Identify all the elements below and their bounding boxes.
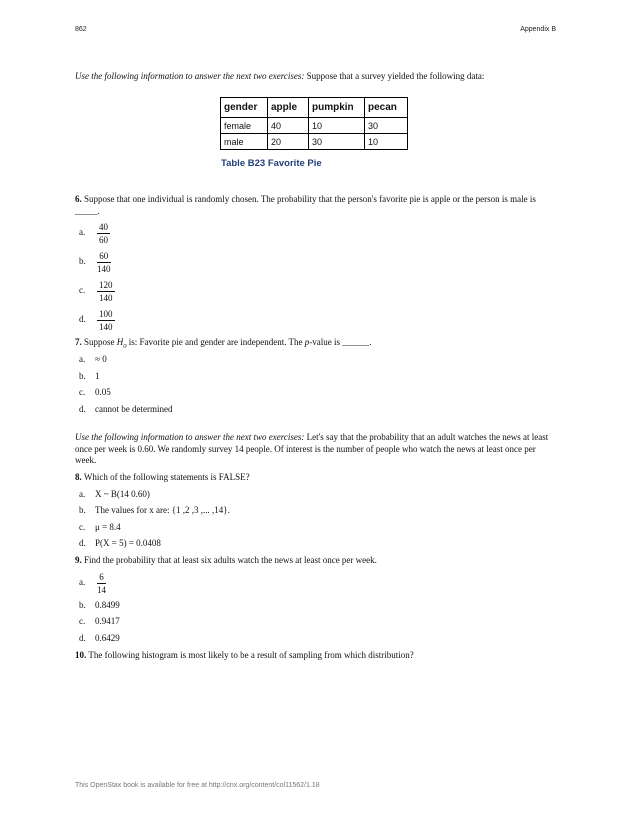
option-text: 0.9417: [95, 616, 120, 626]
option-8c: [79, 522, 121, 533]
question-text: Find the probability that at least six adults watch the news at least once per week.: [81, 555, 377, 565]
option-label: c.: [79, 616, 86, 626]
intro-lead: Use the following information to answer the next two exercises:: [75, 432, 305, 442]
p-symbol: p: [304, 337, 310, 347]
table-cell: 10: [365, 134, 408, 150]
option-label: c.: [79, 522, 86, 532]
option-8a: [79, 489, 150, 500]
option-9a: [79, 577, 95, 588]
option-text: 0.05: [95, 387, 111, 397]
numerator: 6: [97, 572, 106, 584]
option-label: d.: [79, 538, 86, 548]
question-text: Which of the following statements is FALSE?: [81, 472, 250, 482]
denominator: 60: [99, 235, 108, 245]
option-label: c.: [79, 387, 86, 397]
table-header-row: [221, 98, 408, 118]
h0-symbol: H: [116, 337, 124, 347]
option-text: ≈ 0: [95, 354, 107, 364]
option-label: d.: [79, 404, 86, 414]
fraction-9a: [97, 572, 106, 595]
running-header: Appendix B: [520, 26, 556, 33]
question-9: [75, 555, 557, 567]
table-header-cell: pecan: [365, 98, 408, 118]
numerator: 60: [97, 251, 111, 263]
table-header-cell: gender: [221, 98, 268, 118]
option-7b: [79, 371, 100, 382]
question-10: [75, 650, 557, 662]
option-label: a.: [79, 577, 86, 587]
question-7: [75, 337, 557, 352]
option-6d: [79, 314, 95, 325]
option-8d: [79, 538, 161, 549]
table-cell: 10: [309, 118, 365, 134]
fraction-6d: [97, 309, 115, 332]
question-text-3: -value is ______.: [309, 337, 372, 347]
option-label: b.: [79, 371, 86, 381]
question-number: 7.: [75, 337, 82, 347]
option-text: cannot be determined: [95, 404, 173, 414]
denominator: 140: [97, 264, 111, 274]
table-cell: 20: [268, 134, 309, 150]
option-6a: [79, 227, 95, 238]
question-8: [75, 472, 557, 484]
fraction-6c: [97, 280, 115, 303]
numerator: 120: [99, 280, 113, 290]
denominator: 140: [99, 322, 113, 332]
table-cell: 30: [365, 118, 408, 134]
intro-text: Let's say that the probability that an adult watches the news at least once per week is 0.60. We randomly survey 14 people. Of interest is the number of people who watch the news at least once per week.: [75, 432, 549, 465]
intro-paragraph-1: [75, 71, 557, 83]
page-footer: This OpenStax book is available for free at http://cnx.org/content/col11562/1.18: [75, 782, 320, 789]
option-8b: [79, 505, 230, 516]
option-9b: [79, 600, 120, 611]
table-cell: 40: [268, 118, 309, 134]
table-row: [221, 118, 408, 134]
option-text: The values for x are: {1 ,2 ,3 ,... ,14}.: [95, 505, 230, 515]
option-label: b.: [79, 505, 86, 515]
option-6b: [79, 256, 95, 267]
option-label: b.: [79, 256, 86, 266]
question-text: The following histogram is most likely to be a result of sampling from which distribution?: [86, 650, 414, 660]
table-header-cell: apple: [268, 98, 309, 118]
option-text: 0.6429: [95, 633, 120, 643]
option-7a: [79, 354, 107, 365]
question-number: 10.: [75, 650, 87, 660]
question-text-1: Suppose: [81, 337, 117, 347]
page-number: 862: [75, 26, 87, 33]
option-text: μ = 8.4: [95, 522, 121, 532]
option-text: X ~ B(14 0.60): [95, 489, 150, 499]
option-9c: [79, 616, 120, 627]
option-label: d.: [79, 633, 86, 643]
option-text: 0.8499: [95, 600, 120, 610]
question-number: 8.: [75, 472, 82, 482]
h0-subscript: 0: [123, 342, 127, 350]
question-text-2: is: Favorite pie and gender are independent. The: [126, 337, 305, 347]
question-6: [75, 194, 557, 217]
denominator: 14: [97, 585, 106, 595]
option-label: c.: [79, 285, 86, 295]
intro-paragraph-2: [75, 432, 557, 467]
numerator: 100: [99, 309, 113, 319]
option-label: b.: [79, 600, 86, 610]
table-cell: 30: [309, 134, 365, 150]
option-text: 1: [95, 371, 100, 381]
option-6c: [79, 285, 95, 296]
option-label: a.: [79, 227, 86, 237]
denominator: 140: [99, 293, 113, 303]
question-number: 9.: [75, 555, 82, 565]
table-cell: female: [221, 118, 268, 134]
question-text: Suppose that one individual is randomly chosen. The probability that the person's favorite pie is apple or the person is male is _____.: [75, 194, 536, 216]
option-label: a.: [79, 489, 86, 499]
question-number: 6.: [75, 194, 82, 204]
numerator: 40: [99, 222, 108, 232]
favorite-pie-table: [220, 97, 408, 150]
table-row: [221, 134, 408, 150]
option-7d: [79, 404, 172, 415]
intro-text: Suppose that a survey yielded the following data:: [304, 71, 485, 81]
option-label: a.: [79, 354, 86, 364]
option-7c: [79, 387, 111, 398]
fraction-6a: [97, 222, 110, 245]
table-caption: Table B23 Favorite Pie: [221, 158, 322, 169]
fraction-6b: [97, 251, 111, 274]
table-header-cell: pumpkin: [309, 98, 365, 118]
option-label: d.: [79, 314, 86, 324]
table-cell: male: [221, 134, 268, 150]
intro-lead: Use the following information to answer the next two exercises:: [75, 71, 305, 81]
option-text: P(X = 5) = 0.0408: [95, 538, 161, 548]
option-9d: [79, 633, 120, 644]
